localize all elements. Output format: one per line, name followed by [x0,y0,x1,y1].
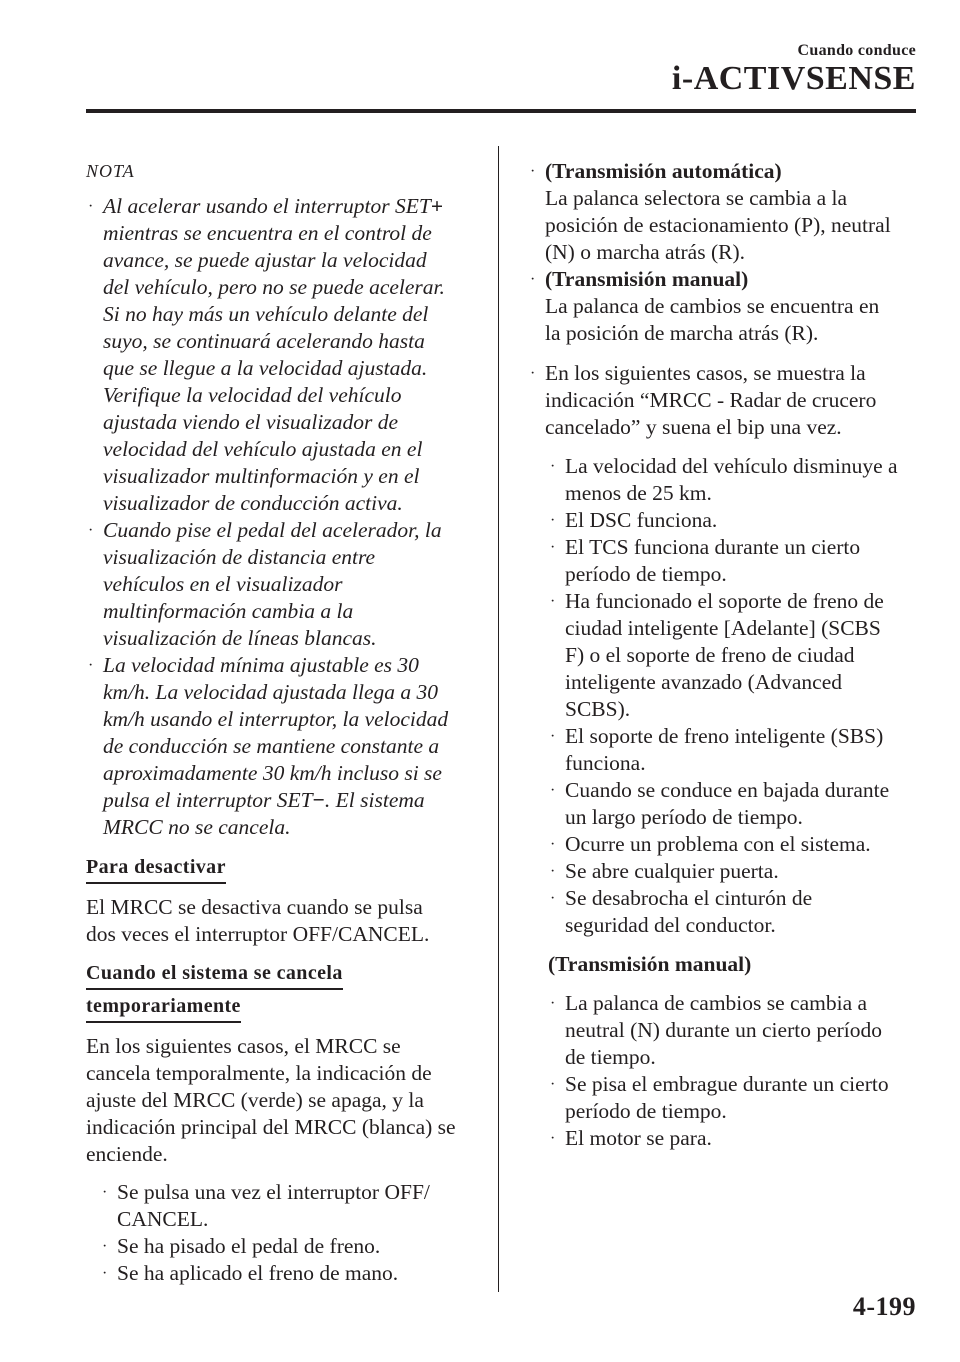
header-chapter-title: i-ACTIVSENSE [671,60,916,97]
bullet-icon: · [550,593,556,610]
bullet-icon: · [550,863,556,880]
note-line: multinformación cambia a la [103,599,354,623]
note-item [86,652,480,841]
note-title: NOTA [86,161,135,181]
column-divider [498,146,499,1292]
note-line: velocidad del vehículo ajustada en el [103,437,423,461]
cancel-paragraph: En los siguientes casos, el MRCC se cancela temporalmente, la indicación de ajuste del MRCC (verde) se apaga, y la indicación principal del MRCC (blanca) se enciende. [86,1034,456,1166]
cancel-list [100,1179,480,1287]
bullet-icon: · [102,1184,108,1201]
bullet-icon: · [88,198,94,215]
list-item: · El soporte de freno inteligente (SBS) funciona. [550,724,884,775]
list-item: · (Transmisión automática) La palanca selectora se cambia a la posición de estacionamiento (P), neutral (N) o marcha atrás (R). [530,159,891,264]
note-line: suyo, se continuará acelerando hasta [103,329,425,353]
left-column [86,158,480,1287]
note-line: visualizador de conducción activa. [103,491,403,515]
page-number: 4-199 [852,1292,916,1321]
list-item: · Se ha aplicado el freno de mano. [102,1261,399,1285]
list-item: · (Transmisión manual) La palanca de cambios se encuentra en la posición de marcha atrás (R). [530,267,880,345]
list-item: · Se abre cualquier puerta. [550,859,779,883]
minus-icon: − [312,788,325,812]
bullet-icon: · [550,836,556,853]
bullet-icon: · [550,1076,556,1093]
deactivate-paragraph: El MRCC se desactiva cuando se pulsa dos veces el interruptor OFF/CANCEL. [86,895,430,946]
cancel-cases-list [548,453,920,939]
bullet-icon: · [550,512,556,529]
note-line: vehículos en el visualizador [103,572,343,596]
deactivate-heading: Para desactivar [86,854,226,884]
bullet-icon: · [550,890,556,907]
note-line: Si no hay más un vehículo delante del [103,302,429,326]
bullet-icon: · [530,163,536,180]
note-line: Cuando pise el pedal del acelerador, la [103,518,442,542]
note-item [86,193,480,517]
note-list [86,193,480,841]
bullet-icon: · [550,995,556,1012]
plus-icon: + [430,194,444,218]
note-line: Al acelerar usando el interruptor SET [103,194,431,218]
note-line: MRCC no se cancela. [103,815,291,839]
note-line: km/h. La velocidad ajustada llega a 30 [103,680,439,704]
note-line: km/h usando el interruptor, la velocidad [103,707,449,731]
note-line: pulsa el interruptor SET [103,788,313,812]
bullet-icon: · [102,1265,108,1282]
list-item: · El TCS funciona durante un cierto período de tiempo. [550,535,861,586]
list-item: · La palanca de cambios se cambia a neutral (N) durante un cierto período de tiempo. [550,991,882,1069]
header-rule [86,109,916,113]
right-column [528,158,920,1152]
list-item: · Cuando se conduce en bajada durante un largo período de tiempo. [550,778,890,829]
bullet-icon: · [550,539,556,556]
note-line-tail: . El sistema [324,788,425,812]
note-line: visualización de distancia entre [103,545,376,569]
bullet-icon: · [550,782,556,799]
list-item: · Ha funcionado el soporte de freno de ciudad inteligente [Adelante] (SCBS F) o el soporte de freno de ciudad inteligente avanzado (Advanced SCBS). [550,589,884,721]
bullet-icon: · [88,522,94,539]
note-line: avance, se puede ajustar la velocidad [103,248,427,272]
list-item: · El DSC funciona. [550,508,718,532]
header-section-label: Cuando conduce [797,42,916,59]
note-line: del vehículo, pero no se puede acelerar. [103,275,445,299]
list-item: · El motor se para. [550,1126,712,1150]
list-item: · Se pisa el embrague durante un cierto período de tiempo. [550,1072,889,1123]
note-line: Verifique la velocidad del vehículo [103,383,402,407]
list-item: · Se ha pisado el pedal de freno. [102,1234,381,1258]
note-line: visualización de líneas blancas. [103,626,377,650]
note-item [86,517,480,652]
bullet-icon: · [88,657,94,674]
list-item: · Se desabrocha el cinturón de seguridad del conductor. [550,886,813,937]
bullet-icon: · [530,271,536,288]
bullet-icon: · [550,728,556,745]
bullet-icon: · [102,1238,108,1255]
cancel-heading-cont: temporariamente [86,993,241,1023]
note-line: visualizador multinformación y en el [103,464,420,488]
manual-heading: (Transmisión manual) [548,952,752,976]
manual-cases-list [548,990,920,1152]
note-line: La velocidad mínima ajustable es 30 [103,653,419,677]
note-line: mientras se encuentra en el control de [103,221,432,245]
bullet-icon: · [550,1130,556,1147]
list-item: · La velocidad del vehículo disminuye a menos de 25 km. [550,454,898,505]
list-item: · En los siguientes casos, se muestra la indicación “MRCC - Radar de crucero cancelado” y suena el bip una vez. [530,361,877,439]
cancel-heading: Cuando el sistema se cancela [86,960,343,990]
note-line: ajustada viendo el visualizador de [103,410,398,434]
list-item: · Se pulsa una vez el interruptor OFF/ CANCEL. [102,1180,430,1231]
note-line: aproximadamente 30 km/h incluso si se [103,761,442,785]
note-line: que se llegue a la velocidad ajustada. [103,356,428,380]
bullet-icon: · [530,365,536,382]
list-item: · Ocurre un problema con el sistema. [550,832,871,856]
note-line: de conducción se mantiene constante a [103,734,440,758]
bullet-icon: · [550,458,556,475]
